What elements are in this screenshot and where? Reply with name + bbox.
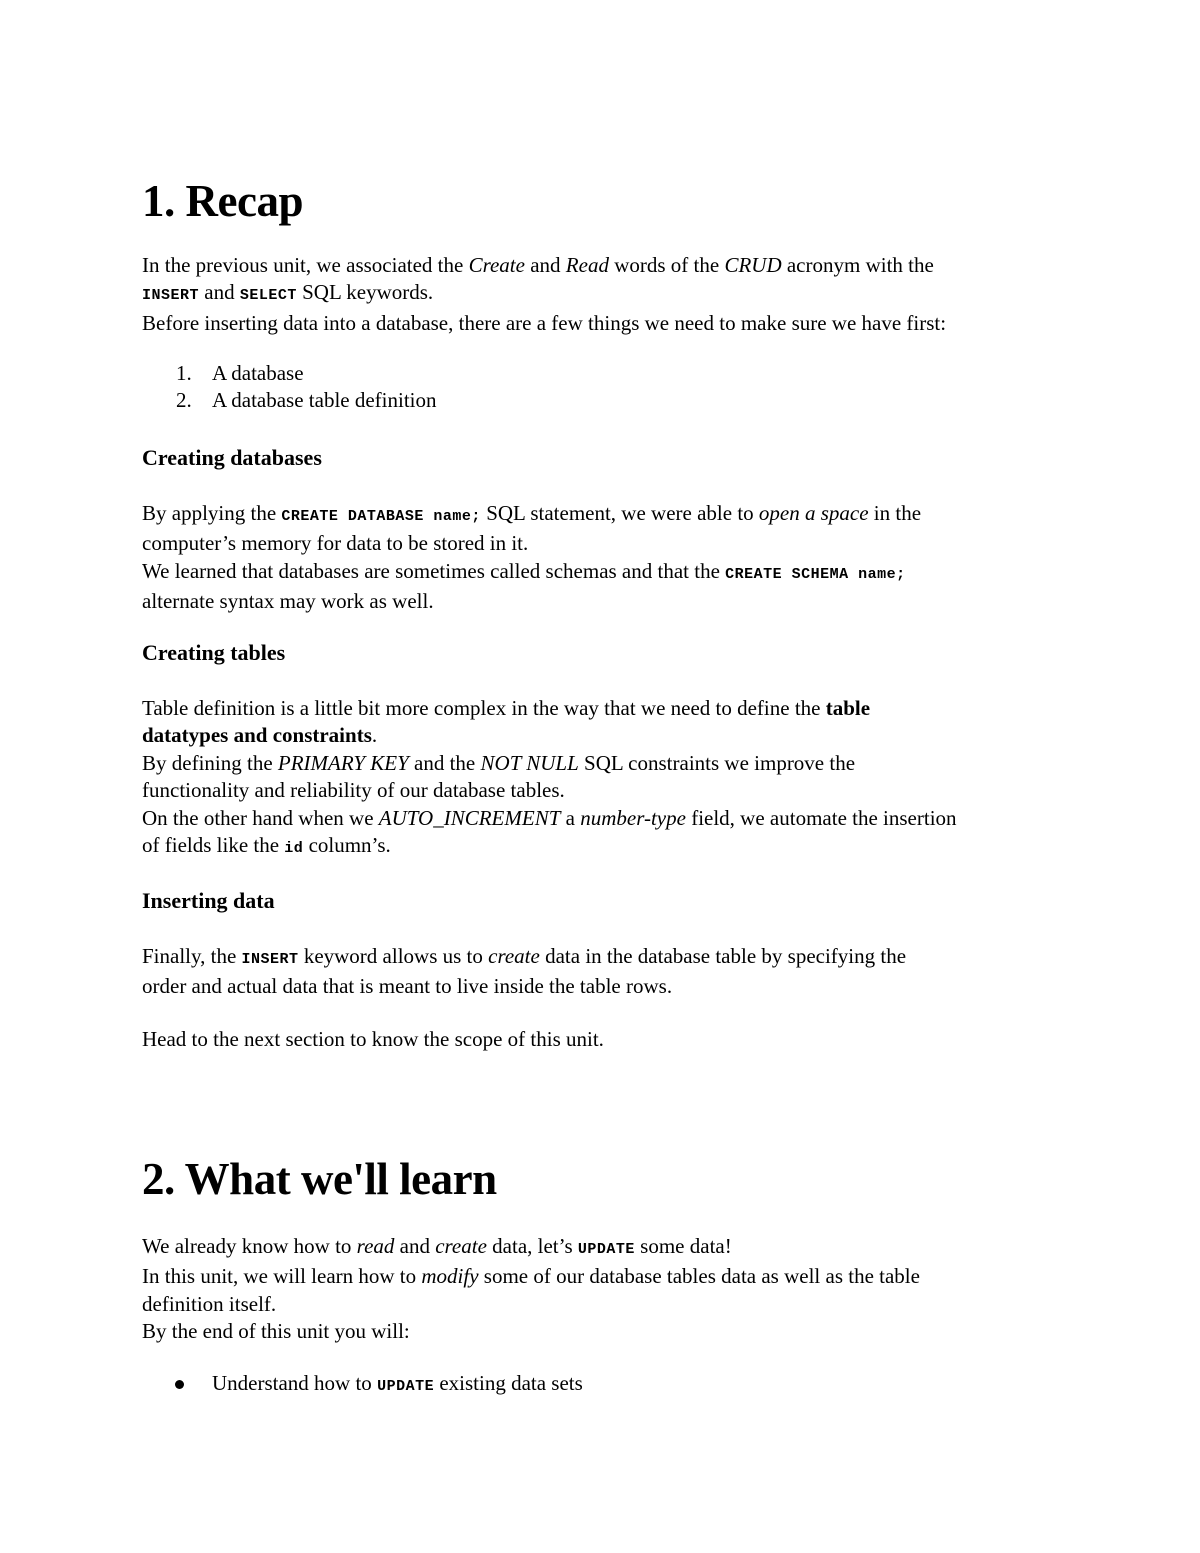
- list-marker: 1.: [176, 361, 192, 385]
- text-run: .: [371, 723, 378, 748]
- learning-goals-list: [142, 1370, 1072, 1400]
- paragraph-line: functionality and reliability of our database tables.: [142, 778, 565, 803]
- next-section-paragraph: [142, 1026, 1072, 1053]
- text-run: a: [560, 805, 581, 830]
- text-run: and: [394, 1234, 436, 1258]
- bold-text: table: [825, 696, 871, 720]
- emphasis: open a space: [758, 501, 869, 525]
- text-run: SQL statement, we were able to: [480, 501, 759, 525]
- text-run: Finally, the: [142, 944, 242, 968]
- update-code: UPDATE: [377, 1378, 435, 1395]
- paragraph-line: [142, 943, 1072, 973]
- recap-intro-line-1: [142, 252, 1072, 279]
- paragraph-line: [142, 805, 1072, 832]
- text-run: and: [524, 253, 566, 277]
- crud-term: CRUD: [724, 253, 782, 277]
- paragraph-line: Head to the next section to know the scope of this unit.: [142, 1027, 604, 1051]
- text-run: We learned that databases are sometimes called schemas and that the: [142, 558, 726, 583]
- prerequisites-list: [142, 360, 1072, 414]
- recap-intro-paragraph: [142, 252, 1072, 337]
- paragraph-line: [142, 695, 1072, 722]
- paragraph-line: [142, 832, 1072, 862]
- list-item: [142, 387, 1072, 414]
- paragraph-line: By the end of this unit you will:: [142, 1319, 410, 1344]
- text-run: By applying the: [142, 501, 282, 525]
- list-item-text: A database: [212, 361, 304, 385]
- text-run: in the: [868, 501, 922, 525]
- text-run: SQL constraints we improve the: [578, 750, 856, 775]
- text-run: Table definition is a little bit more complex in the way that we need to define the: [142, 696, 826, 720]
- text-run: data, let’s: [486, 1234, 578, 1258]
- learn-heading: 2. What we'll learn: [142, 1154, 497, 1204]
- recap-intro-line-2: [142, 279, 1072, 309]
- paragraph-line: [142, 558, 1072, 588]
- text-run: Understand how to: [212, 1371, 378, 1395]
- text-run: words of the: [608, 253, 725, 277]
- text-run: On the other hand when we: [142, 805, 379, 830]
- learn-paragraph: [142, 1233, 1072, 1346]
- list-item-text: A database table definition: [212, 388, 437, 412]
- text-run: of fields like the: [142, 833, 285, 858]
- text-run: and the: [408, 750, 481, 775]
- paragraph-line: order and actual data that is meant to live inside the table rows.: [142, 974, 673, 999]
- primary-key-term: PRIMARY KEY: [277, 750, 409, 775]
- insert-code: INSERT: [142, 287, 200, 305]
- emphasis: create: [435, 1234, 487, 1258]
- text-run: existing data sets: [434, 1371, 583, 1395]
- recap-heading: 1. Recap: [142, 176, 303, 226]
- text-run: some of our database tables data as well as the table: [478, 1264, 920, 1289]
- creating-databases-paragraph: [142, 500, 1072, 616]
- paragraph-line: alternate syntax may work as well.: [142, 589, 434, 614]
- list-item: [142, 1370, 1072, 1400]
- text-run: and: [199, 280, 240, 305]
- bullet-icon: [175, 1380, 184, 1389]
- text-run: By defining the: [142, 750, 278, 775]
- creating-tables-heading: Creating tables: [142, 640, 286, 665]
- text-run: field, we automate the insertion: [685, 805, 957, 830]
- creating-tables-paragraph: [142, 695, 1072, 862]
- emphasis: read: [356, 1234, 395, 1258]
- list-item: [142, 360, 1072, 387]
- paragraph-line: definition itself.: [142, 1291, 277, 1316]
- emphasis: create: [488, 944, 540, 968]
- inserting-data-paragraph: [142, 943, 1072, 1001]
- id-code: id: [284, 840, 304, 858]
- paragraph-line: [142, 1233, 1072, 1263]
- emphasis: modify: [421, 1264, 479, 1289]
- select-code: SELECT: [239, 287, 297, 305]
- text-run: In the previous unit, we associated the: [142, 253, 469, 277]
- paragraph-line: [142, 750, 1072, 777]
- inserting-data-heading: Inserting data: [142, 888, 275, 913]
- create-database-code: CREATE DATABASE name;: [281, 508, 481, 525]
- recap-intro-line-3: Before inserting data into a database, there are a few things we need to make sure we have first:: [142, 310, 947, 335]
- text-run: data in the database table by specifying the: [539, 944, 907, 968]
- paragraph-line: [142, 500, 1072, 530]
- text-run: acronym with the: [781, 253, 934, 277]
- create-schema-code: CREATE SCHEMA name;: [725, 565, 906, 583]
- update-code: UPDATE: [577, 1241, 635, 1258]
- create-term: Create: [468, 253, 525, 277]
- creating-databases-heading: Creating databases: [142, 445, 322, 470]
- text-run: column’s.: [303, 833, 391, 858]
- text-run: some data!: [634, 1234, 732, 1258]
- paragraph-line: [142, 1263, 1072, 1290]
- paragraph-line: computer’s memory for data to be stored in it.: [142, 531, 529, 556]
- text-run: SQL keywords.: [296, 280, 434, 305]
- text-run: In this unit, we will learn how to: [142, 1264, 422, 1289]
- paragraph-line: [142, 722, 1072, 749]
- auto-increment-term: AUTO_INCREMENT: [378, 805, 561, 830]
- bold-text: datatypes and constraints: [142, 723, 372, 748]
- insert-code: INSERT: [241, 951, 299, 968]
- text-run: keyword allows us to: [298, 944, 489, 968]
- not-null-term: NOT NULL: [480, 750, 579, 775]
- text-run: We already know how to: [142, 1234, 357, 1258]
- read-term: Read: [565, 253, 609, 277]
- number-type-term: number-type: [580, 805, 686, 830]
- list-marker: 2.: [176, 388, 192, 412]
